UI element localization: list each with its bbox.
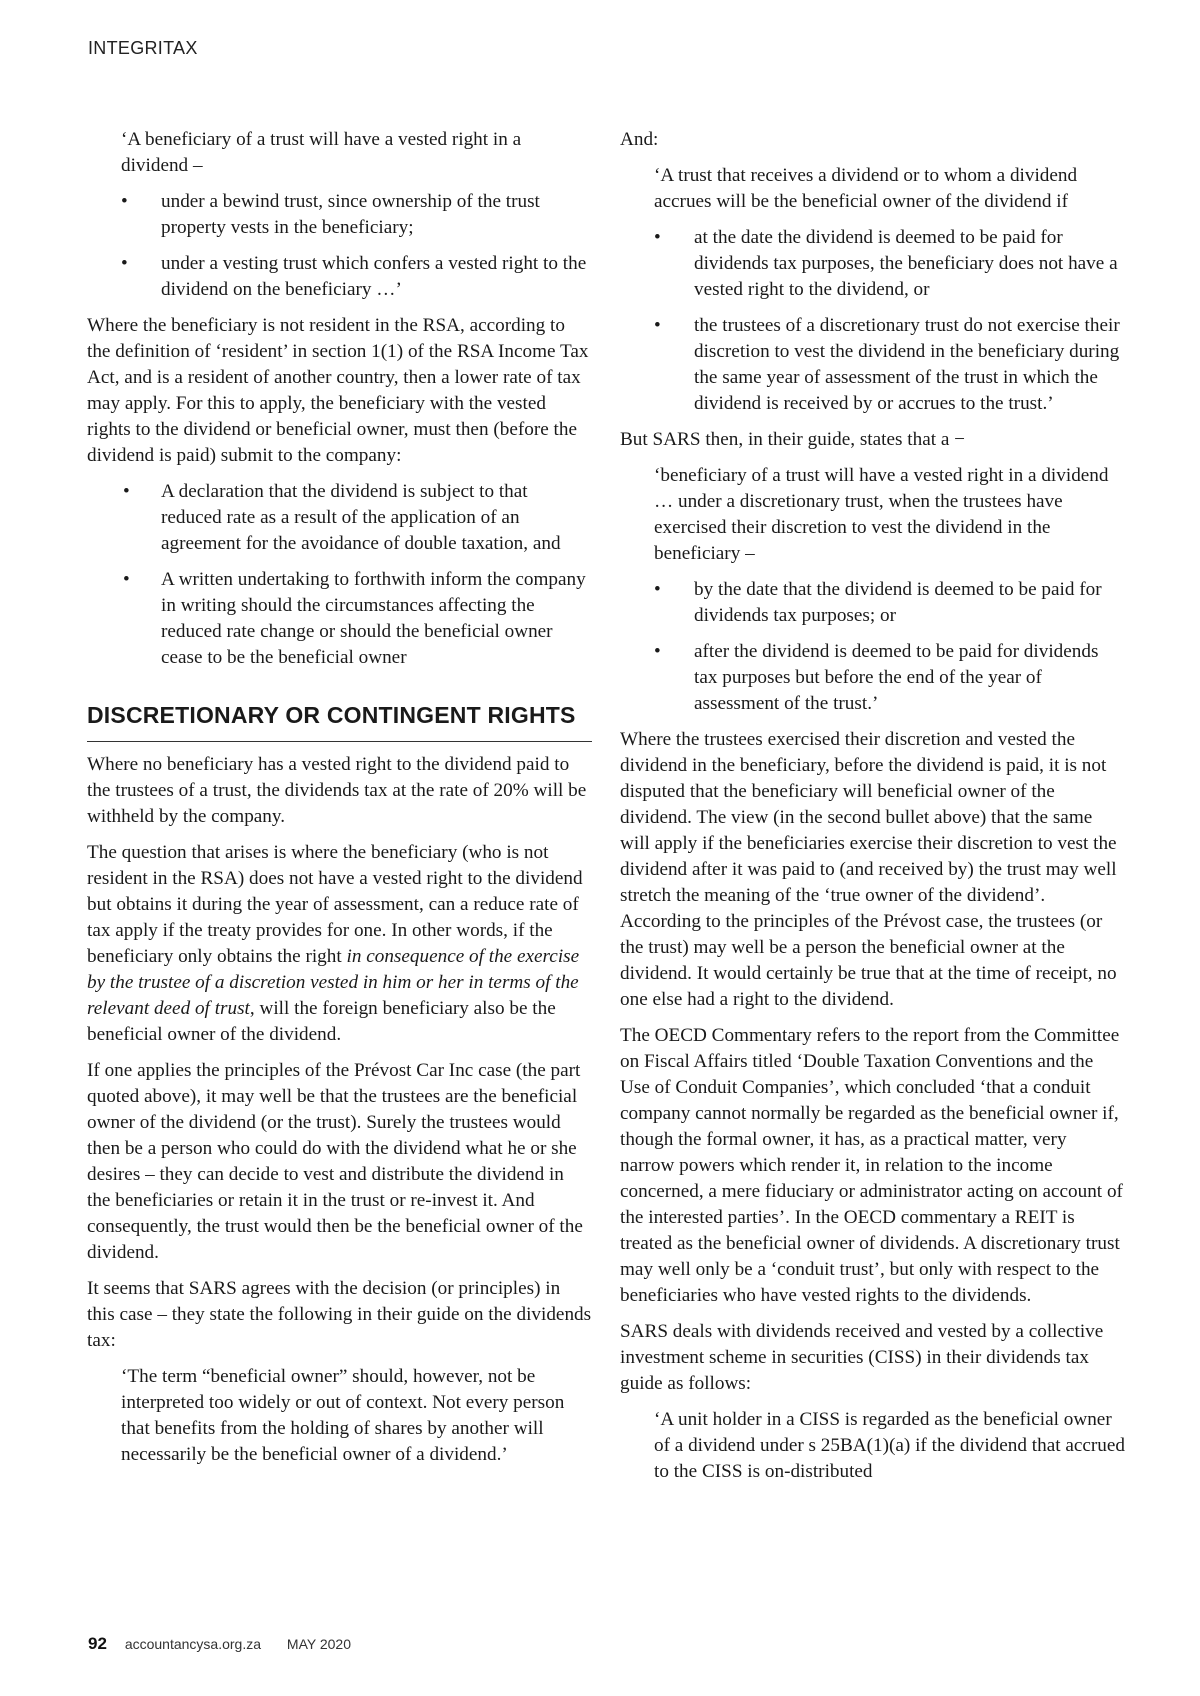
blockquote (620, 163, 1125, 417)
quote-text: ‘A unit holder in a CISS is regarded as the beneficial owner of a dividend under s 25BA(1)(a) if the dividend that accrued to the CISS is on-distributed (654, 1409, 1126, 1482)
paragraph: It seems that SARS agrees with the decision (or principles) in this case – they state the following in their guide on the dividends tax: (87, 1278, 592, 1351)
bullet-item: • after the dividend is deemed to be paid for dividends tax purposes but before the end of the year of assessment of the trust.’ (654, 639, 1125, 717)
publication-masthead: INTEGRITAX (88, 38, 198, 58)
quote-intro: ‘A trust that receives a dividend or to whom a dividend accrues will be the beneficial owner of the dividend if (654, 165, 1078, 212)
bullet-item: • under a bewind trust, since ownership of the trust property vests in the beneficiary; (121, 189, 592, 241)
quote-text: ‘The term “beneficial owner” should, however, not be interpreted too widely or out of context. Not every person that benefits from the holding of shares by another will necessarily be the beneficial owner of a dividend.’ (121, 1366, 565, 1465)
section-heading: DISCRETIONARY OR CONTINGENT RIGHTS (87, 701, 592, 742)
bullet-item: • A written undertaking to forthwith inform the company in writing should the circumstances affecting the reduced rate change or should the beneficial owner cease to be the beneficial owner (87, 567, 592, 671)
right-column (620, 127, 1125, 1495)
page-footer (88, 1634, 351, 1654)
quote-bullet-list (654, 577, 1125, 717)
page-number: 92 (88, 1634, 107, 1653)
paragraph: Where the trustees exercised their discretion and vested the dividend in the beneficiary, before the dividend is paid, it is not disputed that the beneficiary will beneficial owner of the dividend. The view (in the second bullet above) that the same will apply if the beneficiaries exercise their discretion to vest the dividend after it was paid to (and received by) the trust may well stretch the meaning of the ‘true owner of the dividend’. According to the principles of the Prévost case, the trustees (or the trust) may well be a person the beneficial owner at the dividend. It would certainly be true that at the time of receipt, no one else had a right to the dividend. (620, 729, 1117, 1010)
blockquote (620, 463, 1125, 717)
issue-date: MAY 2020 (286, 1636, 351, 1652)
left-column (87, 127, 592, 1478)
paragraph: Where the beneficiary is not resident in the RSA, according to the definition of ‘resident’ in section 1(1) of the RSA Income Tax Act, and is a resident of another country, then a lower rate of tax may apply. For this to apply, the beneficiary with the vested rights to the dividend or beneficial owner, must then (before the dividend is paid) submit to the company: (87, 315, 589, 466)
quote-intro: ‘beneficiary of a trust will have a vested right in a dividend … under a discretionary trust, when the trustees have exercised their discretion to vest the dividend in the beneficiary – (654, 465, 1109, 564)
paragraph: If one applies the principles of the Prévost Car Inc case (the part quoted above), it may well be that the trustees are the beneficial owner of the dividend (or the trust). Surely the trustees would then be a person who could do with the dividend what he or she desires – they can decide to vest and distribute the dividend in the beneficiaries or retain it in the trust or re-invest it. And consequently, the trust would then be the beneficial owner of the dividend. (87, 1060, 583, 1263)
blockquote (87, 127, 592, 303)
paragraph: Where no beneficiary has a vested right to the dividend paid to the trustees of a trust, the dividends tax at the rate of 20% will be withheld by the company. (87, 754, 587, 827)
paragraph: But SARS then, in their guide, states that a − (620, 429, 965, 450)
blockquote (620, 1407, 1125, 1485)
quote-intro: ‘A beneficiary of a trust will have a vested right in a dividend – (121, 129, 522, 176)
quote-bullet-list (121, 189, 592, 303)
paragraph (87, 840, 592, 1048)
website-link[interactable]: accountancysa.org.za (124, 1636, 262, 1652)
text-run: , will the foreign beneficiary also be the beneficial owner of the dividend. (87, 998, 556, 1045)
quote-bullet-list (654, 225, 1125, 417)
bullet-item: • A declaration that the dividend is subject to that reduced rate as a result of the application of an agreement for the avoidance of double taxation, and (87, 479, 592, 557)
blockquote (87, 1364, 592, 1468)
bullet-item: • by the date that the dividend is deemed to be paid for dividends tax purposes; or (654, 577, 1125, 629)
italic-text: in consequence of the exercise by the trustee of a discretion vested in him or her in terms of the relevant deed of trust (87, 946, 580, 1019)
bullet-list (87, 479, 592, 671)
bullet-item: • the trustees of a discretionary trust do not exercise their discretion to vest the dividend in the beneficiary during the same year of assessment of the trust in which the dividend is received by or accrues to the trust.’ (654, 313, 1125, 417)
bullet-item: • under a vesting trust which confers a vested right to the dividend on the beneficiary …’ (121, 251, 592, 303)
bullet-item: • at the date the dividend is deemed to be paid for dividends tax purposes, the beneficiary does not have a vested right to the dividend, or (654, 225, 1125, 303)
paragraph: And: (620, 129, 659, 150)
text-run: The question that arises is where the beneficiary (who is not resident in the RSA) does not have a vested right to the dividend but obtains it during the year of assessment, can a reduce rate of tax apply if the treaty provides for one. In other words, if the beneficiary only obtains the right (87, 842, 583, 967)
paragraph: SARS deals with dividends received and vested by a collective investment scheme in securities (CISS) in their dividends tax guide as follows: (620, 1321, 1104, 1394)
paragraph: The OECD Commentary refers to the report from the Committee on Fiscal Affairs titled ‘Double Taxation Conventions and the Use of Conduit Companies’, which concluded ‘that a conduit company cannot normally be regarded as the beneficial owner if, though the formal owner, it has, as a practical matter, very narrow powers which render it, in relation to the income concerned, a mere fiduciary or administrator acting on account of the interested parties’. In the OECD commentary a REIT is treated as the beneficial owner of dividends. A discretionary trust may well only be a ‘conduit trust’, but only with respect to the beneficiaries who have vested rights to the dividends. (620, 1025, 1123, 1306)
